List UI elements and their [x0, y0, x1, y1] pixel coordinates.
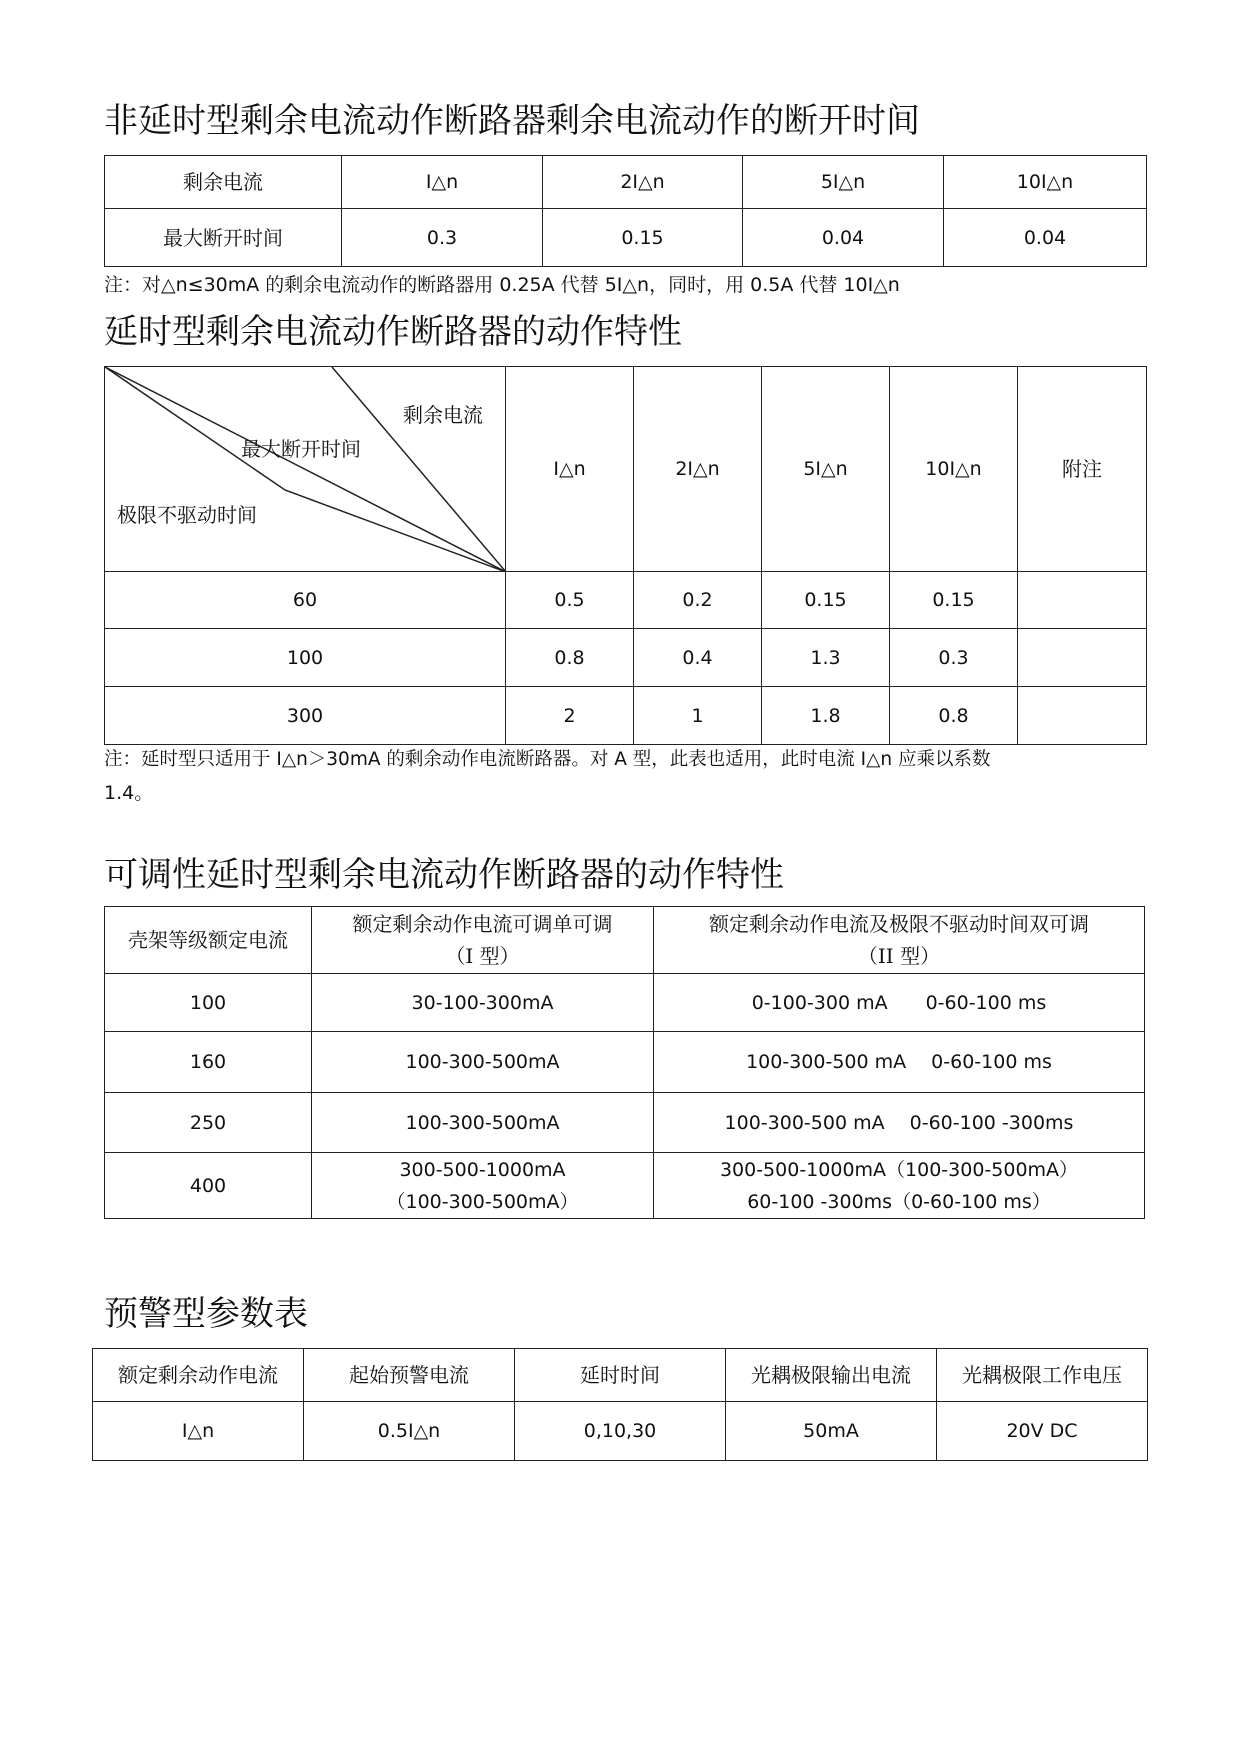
table-cell: 100-300-500mA	[312, 1032, 654, 1093]
diag-label-limit-no-drive-time: 极限不驱动时间	[117, 503, 257, 527]
table-cell: 0.2	[634, 572, 762, 629]
table-cell: 100-300-500 mA 0-60-100 ms	[654, 1032, 1145, 1093]
diagonal-header-cell	[105, 367, 506, 572]
header-residual-current: 剩余电流	[105, 156, 342, 209]
adjustable-delay-table	[104, 906, 1145, 1219]
column-header: 10I△n	[944, 156, 1147, 209]
column-header-remarks: 附注	[1018, 367, 1147, 572]
section2-note-line2: 1.4。	[104, 782, 154, 804]
column-header: 5I△n	[762, 367, 890, 572]
section2-note-line1: 注：延时型只适用于 I△n＞30mA 的剩余动作电流断路器。对 A 型，此表也适用，此时电流 I△n 应乘以系数	[104, 749, 991, 770]
table-cell: 0,10,30	[515, 1402, 726, 1461]
table-cell: 100	[105, 974, 312, 1032]
delay-table	[104, 366, 1147, 745]
header-type2-line2: （II 型）	[857, 944, 941, 968]
table-row	[105, 572, 1147, 629]
header-optocoupler-voltage: 光耦极限工作电压	[937, 1349, 1148, 1402]
table-row	[105, 1032, 1145, 1093]
column-header: I△n	[506, 367, 634, 572]
table-row	[105, 1093, 1145, 1153]
header-type1	[312, 907, 654, 974]
table-cell	[1018, 629, 1147, 687]
table-row	[105, 629, 1147, 687]
table-cell: 250	[105, 1093, 312, 1153]
section3-title: 可调性延时型剩余电流动作断路器的动作特性	[104, 855, 784, 895]
table-cell: 0.4	[634, 629, 762, 687]
cell-line: 60-100 -300ms（0-60-100 ms）	[747, 1190, 1051, 1213]
diagonal-lines	[105, 367, 506, 572]
header-type2	[654, 907, 1145, 974]
table-cell: 0.04	[743, 209, 944, 267]
table-cell: 30-100-300mA	[312, 974, 654, 1032]
table-cell: 0.5	[506, 572, 634, 629]
table-row	[105, 1153, 1145, 1219]
table-cell: 0.3	[342, 209, 543, 267]
table-cell: 0.8	[506, 629, 634, 687]
table-cell	[1018, 572, 1147, 629]
header-type2-line1: 额定剩余动作电流及极限不驱动时间双可调	[709, 912, 1089, 936]
cell-line: 300-500-1000mA（100-300-500mA）	[719, 1158, 1079, 1181]
column-header: 5I△n	[743, 156, 944, 209]
row-label: 100	[105, 629, 506, 687]
table-cell: 20V DC	[937, 1402, 1148, 1461]
section1-note: 注：对△n≤30mA 的剩余电流动作的断路器用 0.25A 代替 5I△n，同时，用 0.5A 代替 10I△n	[104, 274, 900, 296]
header-type1-line2: （I 型）	[445, 944, 520, 968]
table-cell: 0.15	[890, 572, 1018, 629]
table-cell: 0.04	[944, 209, 1147, 267]
column-header: 2I△n	[543, 156, 743, 209]
table-cell: 0.5I△n	[304, 1402, 515, 1461]
table-cell: 1	[634, 687, 762, 745]
diag-label-residual-current: 剩余电流	[403, 403, 483, 427]
header-start-warning-current: 起始预警电流	[304, 1349, 515, 1402]
table-cell: 0.8	[890, 687, 1018, 745]
table-cell: 50mA	[726, 1402, 937, 1461]
column-header: 2I△n	[634, 367, 762, 572]
header-optocoupler-output-current: 光耦极限输出电流	[726, 1349, 937, 1402]
table-row	[105, 687, 1147, 745]
table-cell	[312, 1153, 654, 1219]
table-cell: 160	[105, 1032, 312, 1093]
table-cell: 400	[105, 1153, 312, 1219]
section2-title: 延时型剩余电流动作断路器的动作特性	[104, 312, 682, 352]
table-cell: I△n	[93, 1402, 304, 1461]
column-header: I△n	[342, 156, 543, 209]
header-frame-rated-current: 壳架等级额定电流	[105, 907, 312, 974]
early-warning-table	[92, 1348, 1148, 1461]
row-label-max-break-time: 最大断开时间	[105, 209, 342, 267]
table-row	[105, 974, 1145, 1032]
section1-title: 非延时型剩余电流动作断路器剩余电流动作的断开时间	[104, 101, 920, 141]
cell-line: 300-500-1000mA	[399, 1158, 566, 1181]
header-delay-time: 延时时间	[515, 1349, 726, 1402]
table-cell	[654, 1153, 1145, 1219]
diag-label-max-break-time: 最大断开时间	[241, 437, 361, 461]
table-cell: 0.15	[762, 572, 890, 629]
table-cell: 0-100-300 mA 0-60-100 ms	[654, 974, 1145, 1032]
table-cell: 100-300-500 mA 0-60-100 -300ms	[654, 1093, 1145, 1153]
non-delay-table	[104, 155, 1147, 267]
table-cell: 1.8	[762, 687, 890, 745]
header-type1-line1: 额定剩余动作电流可调单可调	[352, 912, 613, 936]
table-cell: 0.3	[890, 629, 1018, 687]
table-cell: 0.15	[543, 209, 743, 267]
header-rated-residual-current: 额定剩余动作电流	[93, 1349, 304, 1402]
row-label: 60	[105, 572, 506, 629]
table-cell: 2	[506, 687, 634, 745]
table-cell: 1.3	[762, 629, 890, 687]
table-row	[93, 1402, 1148, 1461]
cell-line: （100-300-500mA）	[386, 1190, 579, 1213]
table-cell: 100-300-500mA	[312, 1093, 654, 1153]
row-label: 300	[105, 687, 506, 745]
column-header: 10I△n	[890, 367, 1018, 572]
section4-title: 预警型参数表	[104, 1294, 308, 1334]
table-cell	[1018, 687, 1147, 745]
